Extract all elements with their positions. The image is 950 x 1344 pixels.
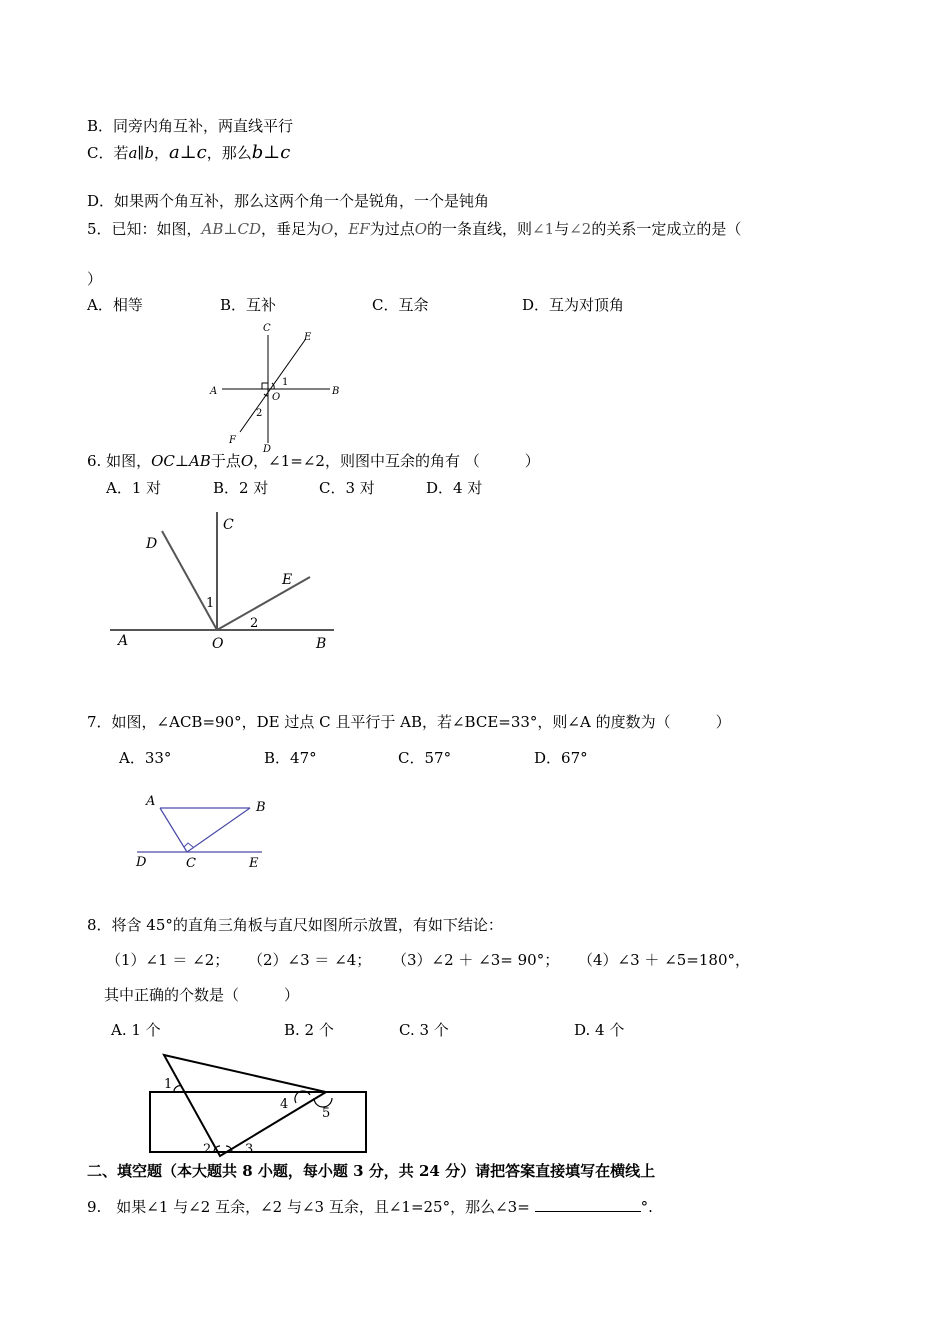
q8-conclusion-4: （4）∠3 ＋ ∠5=180°，: [578, 951, 751, 969]
q5-label-2: 2: [256, 408, 263, 419]
q5-option-a: A．相等: [87, 296, 143, 314]
q5-option-b: B．互补: [220, 296, 277, 314]
q5-label-d: D: [263, 444, 272, 455]
q7-option-a: A．33°: [119, 749, 172, 767]
q6-option-a: A．1 对: [106, 479, 162, 497]
q7-option-d: D．67°: [534, 749, 588, 767]
q6-label-c: C: [223, 517, 234, 533]
q5-stem: 5．已知：如图，AB⊥CD，垂足为O，EF为过点O的一条直线，则∠1与∠2的关系一定成立的是（: [87, 220, 742, 238]
q6-label-e: E: [282, 572, 293, 588]
q8-triangle-board: [164, 1055, 326, 1156]
q4-option-d: D．如果两个角互补，那么这两个角一个是锐角，一个是钝角: [87, 192, 490, 210]
q8-option-b: B. 2 个: [284, 1021, 334, 1039]
q8-ask: 其中正确的个数是（ ）: [104, 986, 300, 1004]
q5-stem-close: ）: [87, 270, 103, 288]
q6-option-c: C．3 对: [319, 479, 375, 497]
q6-option-b: B．2 对: [213, 479, 269, 497]
q8-label-3: 3: [245, 1142, 254, 1157]
q8-option-c: C. 3 个: [399, 1021, 449, 1039]
q7-label-e: E: [249, 856, 259, 871]
q5-option-d: D．互为对顶角: [522, 296, 625, 314]
q8-conclusion-1: （1）∠1 ＝ ∠2；: [106, 951, 230, 969]
q6-stem: 6. 如图，OC⊥AB于点O，∠1=∠2，则图中互余的角有 （ ）: [87, 452, 540, 470]
q5-label-f: F: [229, 435, 236, 446]
q8-conclusion-2: （2）∠3 ＝ ∠4；: [248, 951, 372, 969]
q7-stem: 7．如图，∠ACB=90°，DE 过点 C 且平行于 AB，若∠BCE=33°，则∠A 的度数为（ ）: [87, 713, 731, 731]
q6-label-o: O: [212, 636, 224, 652]
q6-label-b: B: [316, 636, 327, 652]
q8-conclusion-3: （3）∠2 ＋ ∠3= 90°；: [392, 951, 560, 969]
q8-label-4: 4: [280, 1097, 289, 1112]
q8-label-1: 1: [164, 1077, 173, 1092]
q8-ruler: [150, 1092, 366, 1152]
q7-label-c: C: [186, 856, 196, 871]
q9-stem: 9. 如果∠1 与∠2 互余，∠2 与∠3 互余，且∠1=25°，那么∠3= °.: [87, 1198, 653, 1216]
q7-label-d: D: [136, 855, 147, 870]
q8-option-a: A. 1 个: [111, 1021, 161, 1039]
q5-label-b: B: [332, 386, 340, 397]
q7-option-c: C．57°: [398, 749, 452, 767]
q8-label-5: 5: [322, 1106, 331, 1121]
q5-label-a: A: [210, 386, 218, 397]
q5-label-e: E: [304, 332, 312, 343]
section-2-heading: 二、填空题（本大题共 8 小题，每小题 3 分，共 24 分）请把答案直接填写在横线上: [87, 1162, 656, 1180]
q5-option-c: C．互余: [372, 296, 429, 314]
q6-label-1: 1: [206, 596, 215, 611]
q8-stem: 8．将含 45°的直角三角板与直尺如图所示放置，有如下结论：: [87, 916, 503, 934]
q6-option-d: D．4 对: [426, 479, 483, 497]
q6-label-d: D: [146, 536, 158, 552]
q4-option-c: C．若a∥b，a⊥c，那么b⊥c: [87, 142, 291, 163]
q5-label-1: 1: [282, 377, 289, 388]
q6-label-2: 2: [250, 616, 259, 631]
q7-label-a: A: [146, 794, 156, 809]
q9-answer-blank[interactable]: [535, 1197, 641, 1212]
q8-option-d: D. 4 个: [574, 1021, 625, 1039]
q5-label-c: C: [263, 323, 271, 334]
q8-label-2: 2: [203, 1142, 212, 1157]
q7-option-b: B．47°: [264, 749, 317, 767]
q4-option-b: B．同旁内角互补，两直线平行: [87, 117, 294, 135]
q6-label-a: A: [118, 633, 129, 649]
q5-label-o: O: [272, 392, 281, 403]
q7-label-b: B: [256, 800, 266, 815]
